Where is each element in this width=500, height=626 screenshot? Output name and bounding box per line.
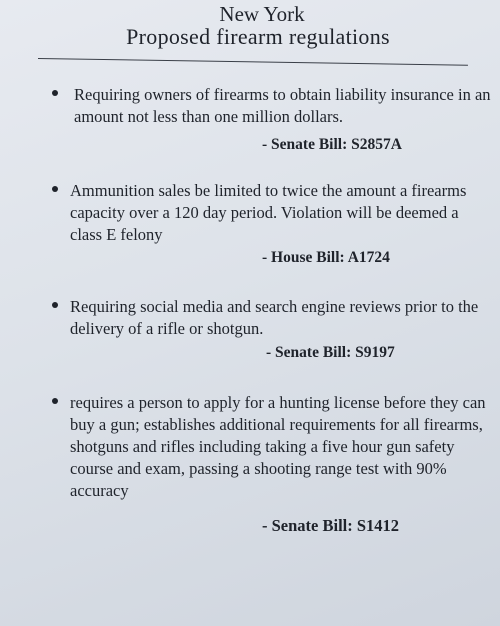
bill-reference-2: - House Bill: A1724: [262, 249, 390, 266]
bullet-icon: [52, 186, 58, 192]
bill-reference-1: - Senate Bill: S2857A: [262, 136, 402, 153]
regulation-text-3: Requiring social media and search engine reviews prior to the delivery of a rifle or shotgun.: [70, 297, 479, 338]
page-title: Proposed firearm regulations: [126, 24, 390, 49]
bullet-icon: [52, 398, 58, 404]
bill-reference-4: - Senate Bill: S1412: [262, 516, 400, 535]
bullet-icon: [52, 302, 58, 308]
title-underline: [38, 58, 468, 66]
regulation-text-4: requires a person to apply for a hunting license before they can buy a gun; establishes additional requirements for all firearms, shotguns and rifles including taking a five hour gun safety course and exam, passing a shooting range test with 90% accuracy: [70, 393, 486, 500]
location-heading: New York: [219, 2, 305, 26]
bullet-icon: [52, 90, 58, 96]
regulation-text-2: Ammunition sales be limited to twice the amount a firearms capacity over a 120 day period. Violation will be deemed a class E felony: [70, 181, 467, 244]
regulation-text-1: Requiring owners of firearms to obtain liability insurance in an amount not less than one million dollars.: [74, 85, 491, 126]
bill-reference-3: - Senate Bill: S9197: [266, 344, 395, 361]
